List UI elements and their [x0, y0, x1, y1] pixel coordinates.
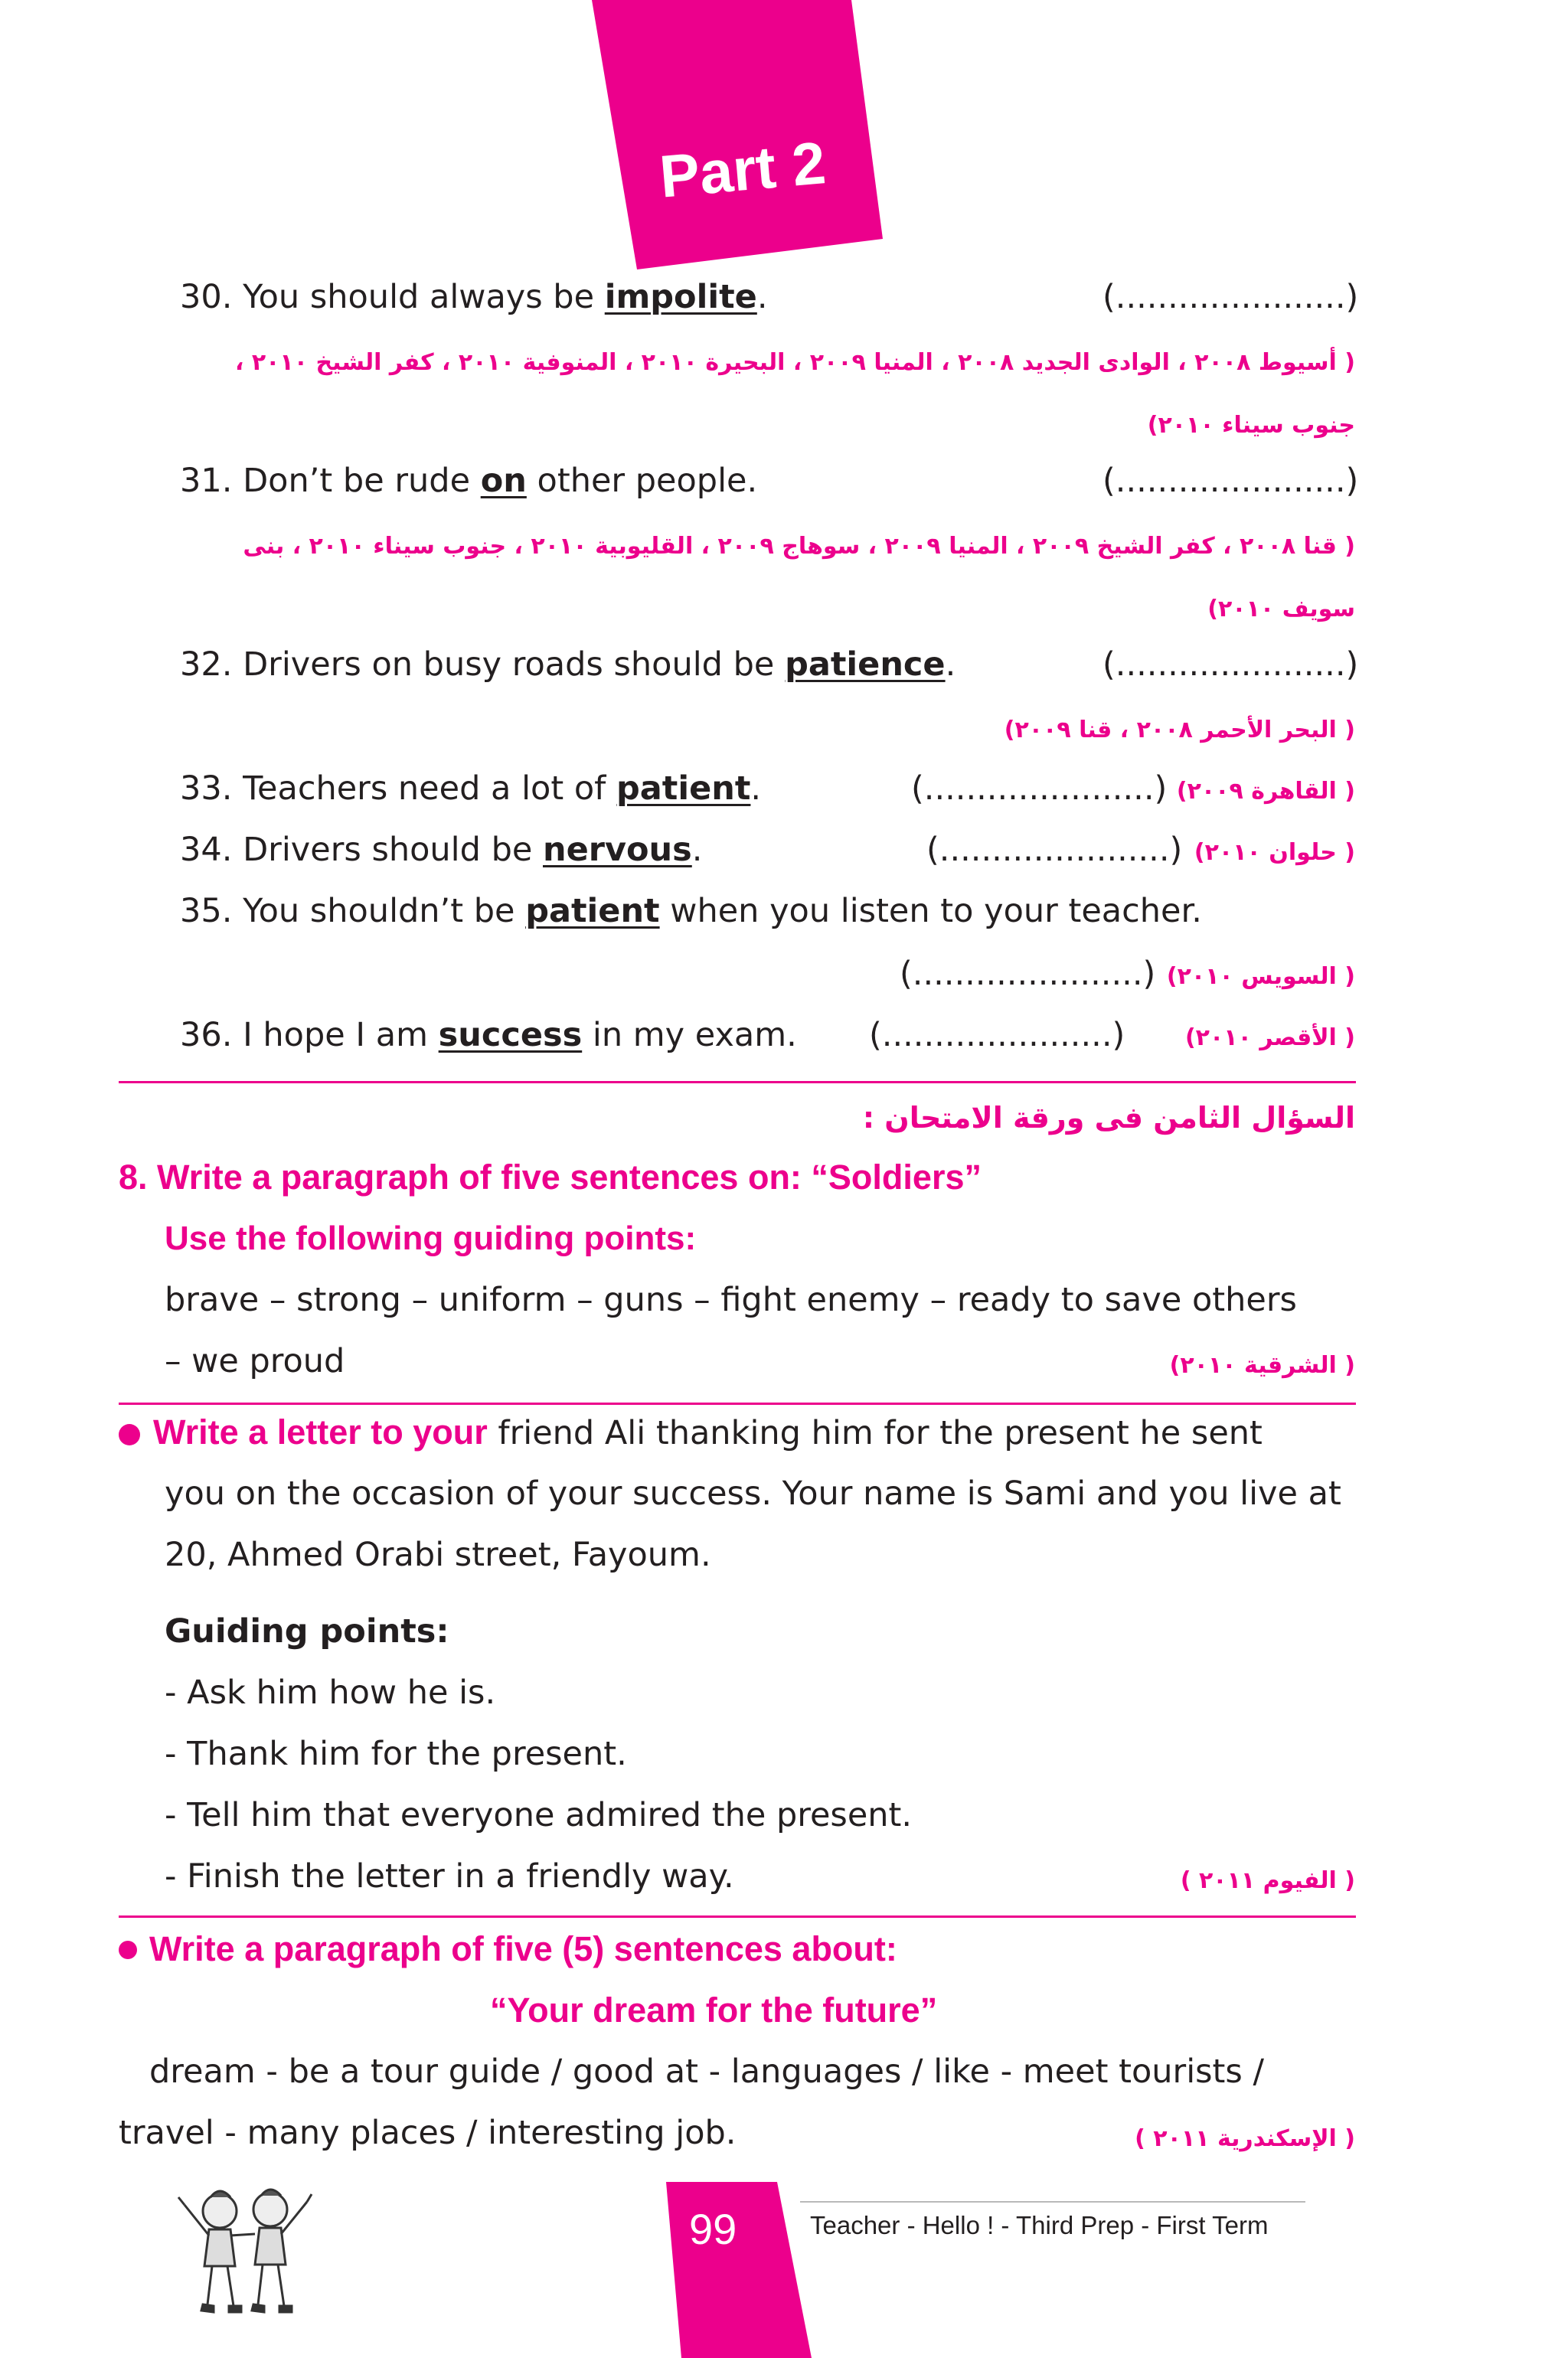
- dream-points-line1: dream - be a tour guide / good at - languages / like - meet tourists /: [149, 2053, 1264, 2091]
- question-30: 30. You should always be impolite.: [180, 278, 768, 316]
- letter-line2: you on the occasion of your success. Your name is Sami and you live at: [165, 1475, 1341, 1513]
- section-8-subtitle: Use the following guiding points:: [165, 1220, 697, 1257]
- dream-points-line2: travel - many places / interesting job.: [119, 2114, 737, 2152]
- answer-blank-30[interactable]: (......................): [1102, 278, 1359, 316]
- source-30-line2: جنوب سيناء ٢٠١٠): [1147, 412, 1355, 439]
- question-keyword: on: [480, 462, 527, 500]
- source-31-line2: سويف ٢٠١٠): [1207, 596, 1355, 622]
- question-keyword: impolite: [604, 278, 757, 316]
- section-8-points-line1: brave – strong – uniform – guns – fight enemy – ready to save others: [165, 1281, 1297, 1319]
- letter-line1: Write a letter to your friend Ali thanking him for the present he sent: [153, 1413, 1263, 1452]
- source-32: ( البحر الأحمر ٢٠٠٨ ، قنا ٢٠٠٩): [1004, 717, 1355, 743]
- question-keyword: nervous: [543, 831, 692, 869]
- letter-lead: Write a letter to your: [153, 1413, 488, 1452]
- letter-guiding-label: Guiding points:: [165, 1612, 449, 1651]
- source-31-line1: ( قنا ٢٠٠٨ ، كفر الشيخ ٢٠٠٩ ، المنيا ٢٠٠٩ ، سوهاج ٢٠٠٩ ، القليوبية ٢٠١٠ ، جنوب سيناء ٢٠١٠ ، بنى: [243, 533, 1355, 560]
- source-33: ( القاهرة ٢٠٠٩): [1176, 778, 1355, 805]
- question-keyword: patient: [616, 769, 751, 808]
- question-36: 36. I hope I am success in my exam.: [180, 1016, 797, 1054]
- section-divider: [119, 1081, 1356, 1083]
- kids-illustration: [172, 2174, 318, 2327]
- source-36: ( الأقصر ٢٠١٠): [1184, 1024, 1355, 1051]
- answer-blank-33[interactable]: (......................): [911, 769, 1168, 808]
- answer-blank-34[interactable]: (......................): [926, 831, 1183, 869]
- section-8-arabic-heading: السؤال الثامن فى ورقة الامتحان :: [862, 1101, 1355, 1135]
- footer-book-title: Teacher - Hello ! - Third Prep - First Term: [810, 2211, 1269, 2239]
- section-8-title: 8. Write a paragraph of five sentences on: “Soldiers”: [119, 1158, 982, 1197]
- section-8-points-line2: – we proud: [165, 1342, 345, 1380]
- dream-subtitle: “Your dream for the future”: [490, 1991, 938, 2030]
- letter-line3: 20, Ahmed Orabi street, Fayoum.: [165, 1536, 711, 1574]
- footer-rule: [800, 2201, 1305, 2203]
- letter-point-3: - Tell him that everyone admired the present.: [165, 1796, 913, 1834]
- answer-blank-36[interactable]: (......................): [869, 1016, 1125, 1054]
- dream-title: Write a paragraph of five (5) sentences about:: [149, 1929, 897, 1968]
- bullet-dot: [119, 1424, 140, 1445]
- section-divider: [119, 1403, 1356, 1405]
- answer-blank-32[interactable]: (......................): [1102, 645, 1359, 684]
- letter-point-1: - Ask him how he is.: [165, 1674, 496, 1712]
- letter-source: ( الفيوم ٢٠١١ ): [1180, 1867, 1355, 1894]
- letter-point-4: - Finish the letter in a friendly way.: [165, 1857, 734, 1896]
- question-keyword: success: [438, 1016, 583, 1054]
- page-number: 99: [689, 2205, 737, 2253]
- question-keyword: patience: [785, 645, 946, 684]
- bullet-dot: [119, 1941, 137, 1959]
- question-31: 31. Don’t be rude on other people.: [180, 462, 758, 500]
- section-divider: [119, 1915, 1356, 1918]
- answer-blank-31[interactable]: (......................): [1102, 462, 1359, 500]
- source-30-line1: ( أسيوط ٢٠٠٨ ، الوادى الجديد ٢٠٠٨ ، المنيا ٢٠٠٩ ، البحيرة ٢٠١٠ ، المنوفية ٢٠١٠ ، كفر الشيخ ٢٠١٠ ،: [234, 349, 1355, 376]
- source-34: ( حلوان ٢٠١٠): [1194, 839, 1355, 866]
- question-35: 35. You shouldn’t be patient when you listen to your teacher.: [180, 892, 1202, 930]
- question-keyword: patient: [525, 892, 660, 930]
- part-label: Part 2: [657, 129, 828, 211]
- dream-source: ( الإسكندرية ٢٠١١ ): [1135, 2125, 1355, 2152]
- answer-blank-35[interactable]: (......................): [900, 955, 1156, 993]
- letter-point-2: - Thank him for the present.: [165, 1735, 627, 1773]
- source-35: ( السويس ٢٠١٠): [1166, 963, 1355, 990]
- question-33: 33. Teachers need a lot of patient.: [180, 769, 762, 808]
- question-32: 32. Drivers on busy roads should be patience.: [180, 645, 956, 684]
- question-34: 34. Drivers should be nervous.: [180, 831, 703, 869]
- section-8-source: ( الشرقية ٢٠١٠): [1169, 1352, 1355, 1379]
